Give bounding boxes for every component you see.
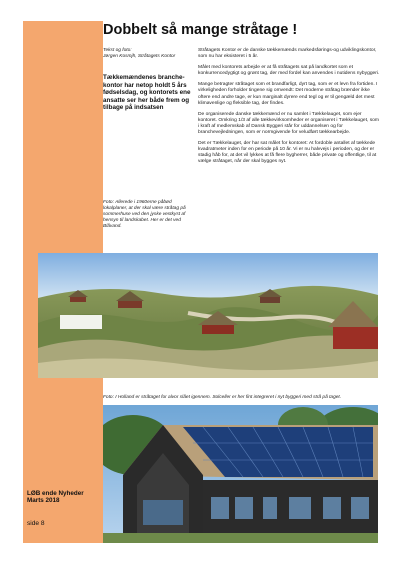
dune-landscape-photo bbox=[38, 253, 378, 378]
photo-caption-2: Foto: I Holland er stråtaget for alvor slået igennem. Solceller er her fint integreret i nyt byggeri med strå på taget. bbox=[103, 395, 342, 400]
solar-thatch-building-photo bbox=[103, 405, 378, 543]
article-headline: Dobbelt så mange stråtage ! bbox=[103, 22, 298, 38]
body-paragraph: Stråtagets Kontor er de danske tækkemænds markedsførings-og udviklingskontor, som nu har eksisteret i 5 år. bbox=[198, 48, 377, 60]
body-paragraph: Det er Tækkelauget, der har sat målet for kontoret: At fordoble antallet af tækkede kvadratmeter inden for en periode på 10 år. Vi er nu halvvejs i perioden, og der er stadig håb for, at det vil lykkes at få flere bygherrer, både private og offentlige, til at vælge stråtaget, når der skal bygges nyt. bbox=[198, 141, 377, 165]
photo-caption-1: Foto: Allerede i 1960erne påbød lokalplaner, at der skal være stråtag på sommerhuse ved den jyske vestkyst af hensyn til landskabet. Her er det ved Blåvand. bbox=[103, 200, 186, 230]
body-paragraph: De organiserede danske tækkemænd er nu samlet i Tækkelauget, som ejer kontoret. Omkring 1/3 af alle tækkevirksomheder er organiseret i Tækkelauget, som i kraft af medlemskab af Dansk Byggeri står for uddannelsen og for brancheveјledningen, som er normgivende for veludført tækkearbejde. bbox=[198, 111, 379, 136]
credit-line-1: Tekst og foto: bbox=[103, 48, 132, 53]
credit-line-2: Jørgen Kosmjh, Stråtagets Kontor bbox=[103, 54, 176, 59]
article-body bbox=[198, 48, 380, 171]
body-paragraph: Mange betragter stråtaget som et brandfarligt, dyrt tag, som er et levn fra fortiden. I virkeligheden forholder tingene sig omvendt: Det moderne stråtag brænder ikke oftere end andre tage, er kun marginalt dyrere end tegl og er til gengæld det mest klimavenlige og fleksible tag, der findes. bbox=[198, 82, 378, 106]
publication-info bbox=[27, 490, 105, 505]
body-paragraph: Målet med kontorets arbejde er at få stråtagets sat på landkortet som et konkurrencedygtigt og grønt tag, der med fordel kan anvendes i nutidens nybyggeri. bbox=[198, 65, 380, 77]
photo-text-credit bbox=[103, 48, 193, 60]
publication-name: LØB ende Nyheder bbox=[27, 490, 84, 497]
article-lead: Tækkemændenes branche-kontor har netop holdt 5 års fødselsdag, og kontorets ene ansatte ser her både frem og tilbage på indsatsen bbox=[103, 74, 191, 112]
page-number: side 8 bbox=[27, 520, 45, 527]
issue-date: Marts 2018 bbox=[27, 497, 60, 505]
